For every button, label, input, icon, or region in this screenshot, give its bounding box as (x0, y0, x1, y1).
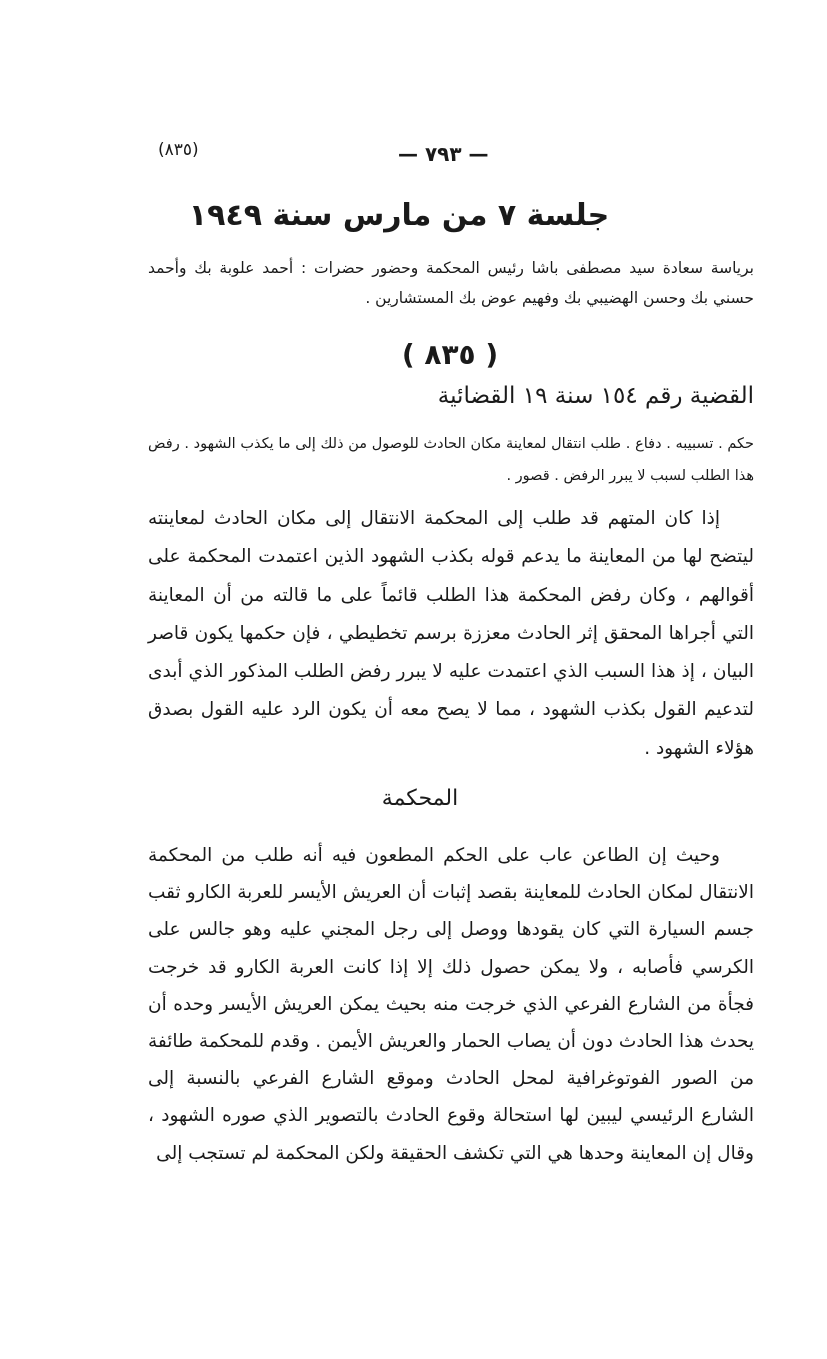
page-number: — ٧٩٣ — (398, 142, 489, 166)
judgment-paragraph: وحيث إن الطاعن عاب على الحكم المطعون فيه أنه طلب من المحكمة الانتقال لمكان الحادث للمعاينة بقصد إثبات أن العريش الأيسر للعربة الكارو ثقب جسم السيارة التي كان يقودها ووصل إلى رجل المجني عليه وهو جالس على الكرسي فأصابه ، ولا يمكن حصول ذلك إلا إذا كانت العربة الكارو قد خرجت فجأة من الشارع الفرعي الذي خرجت منه بحيث يمكن العريش الأيسر وحده أن يحدث هذا الحادث دون أن يصاب الحمار والعريش الأيمن . وقدم للمحكمة طائفة من الصور الفوتوغرافية لمحل الحادث وموقع الشارع الفرعي بالنسبة إلى الشارع الرئيسي ليبين لها استحالة وقوع الحادث بالتصوير الذي صوره الشهود ، وقال إن المعاينة وحدها هي التي تكشف الحقيقة ولكن المحكمة لم تستجب إلى (148, 845, 754, 1164)
case-number-heading: ( ٨٣٥ ) (401, 338, 499, 371)
case-title: القضية رقم ١٥٤ سنة ١٩ القضائية (437, 383, 754, 409)
case-headnote: حكم . تسبيبه . دفاع . طلب انتقال لمعاينة مكان الحادث للوصول من ذلك إلى ما يكذب الشهود . رفض هذا الطلب لسبب لا يبرر الرفض . قصور . (148, 436, 754, 484)
session-title: جلسة ٧ من مارس سنة ١٩٤٩ (188, 198, 610, 233)
header-case-reference: (٨٣٥) (158, 140, 199, 160)
running-header (150, 136, 570, 176)
court-section-heading: المحكمة (381, 786, 459, 811)
legal-principle-paragraph: إذا كان المتهم قد طلب إلى المحكمة الانتقال إلى مكان الحادث لمعاينته ليتضح لها من المعاينة ما يدعم قوله بكذب الشهود الذين اعتمدت المحكمة على أقوالهم ، وكان رفض المحكمة هذا الطلب قائماً على ما قالته من أن المعاينة التي أجراها المحقق إثر الحادث معززة برسم تخطيطي ، فإن حكمها يكون قاصر البيان ، إذ هذا السبب الذي اعتمدت عليه لا يبرر رفض الطلب المذكور الذي أبدى لتدعيم القول بكذب الشهود ، مما لا يصح معه أن يكون الرد عليه القول بصدق هؤلاء الشهود . (148, 508, 754, 759)
presidency-paragraph: برياسة سعادة سيد مصطفى باشا رئيس المحكمة وحضور حضرات : أحمد علوبة بك وأحمد حسني بك وحسن الهضيبي بك وفهيم عوض بك المستشارين . (148, 259, 754, 307)
